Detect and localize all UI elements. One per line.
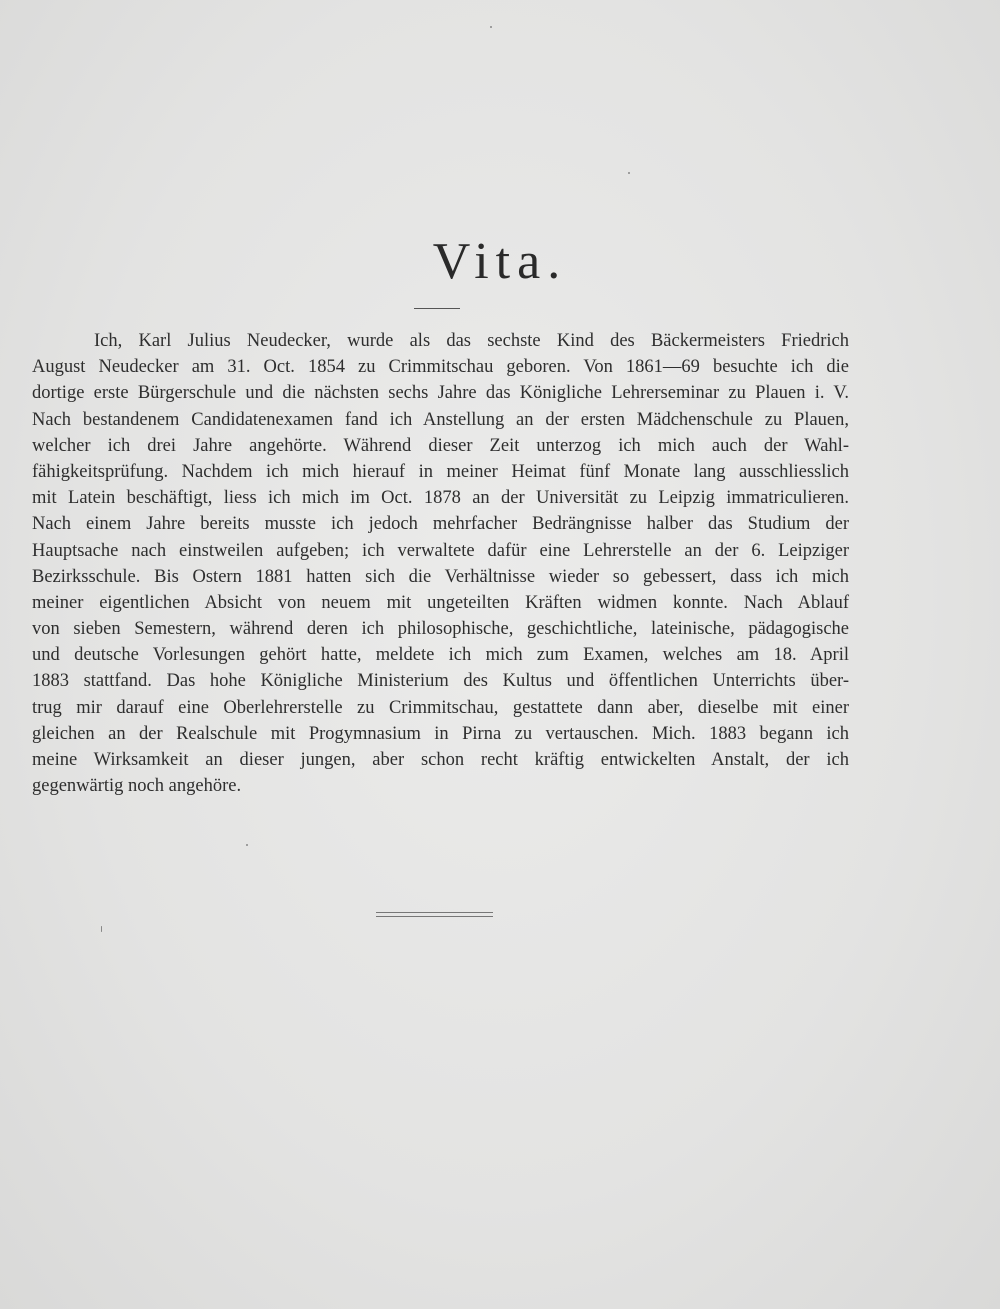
- text-line: gegenwärtig noch angehöre.: [32, 776, 242, 797]
- end-double-rule: [376, 912, 493, 917]
- text-line: 1883 stattfand. Das hohe Königliche Ministerium des Kultus und öffentlichen Unterrichts über-: [32, 671, 849, 692]
- text-line: Ich, Karl Julius Neudecker, wurde als das sechste Kind des Bäckermeisters Friedrich: [94, 331, 849, 351]
- paper-speck: [628, 172, 630, 174]
- vita-paragraph: [32, 328, 849, 799]
- text-line: von sieben Semestern, während deren ich philosophische, geschichtliche, lateinische, pädagogische: [32, 619, 849, 640]
- text-line: dortige erste Bürgerschule und die nächsten sechs Jahre das Königliche Lehrerseminar zu Plauen i. V.: [32, 383, 849, 404]
- text-line: Nach bestandenem Candidatenexamen fand ich Anstellung an der ersten Mädchenschule zu Plauen,: [32, 409, 849, 430]
- text-line: welcher ich drei Jahre angehörte. Während dieser Zeit unterzog ich mich auch der Wahl-: [32, 435, 849, 456]
- paper-speck: [246, 844, 248, 846]
- text-line: Hauptsache nach einstweilen aufgeben; ich verwaltete dafür eine Lehrerstelle an der 6. Leipziger: [32, 540, 849, 561]
- page-title: Vita.: [432, 233, 568, 290]
- text-line: fähigkeitsprüfung. Nachdem ich mich hierauf in meiner Heimat fünf Monate lang ausschliesslich: [32, 461, 849, 482]
- text-line: Nach einem Jahre bereits musste ich jedoch mehrfacher Bedrängnisse halber das Studium der: [32, 514, 849, 535]
- text-line: gleichen an der Realschule mit Progymnasium in Pirna zu vertauschen. Mich. 1883 begann ich: [32, 723, 849, 744]
- text-line: meine Wirksamkeit an dieser jungen, aber schon recht kräftig entwickelten Anstalt, der ich: [32, 750, 849, 770]
- paper-speck: [490, 26, 492, 28]
- title-rule: [414, 308, 460, 309]
- text-line: meiner eigentlichen Absicht von neuem mit ungeteilten Kräften widmen konnte. Nach Ablauf: [32, 592, 849, 613]
- text-line: und deutsche Vorlesungen gehört hatte, meldete ich mich zum Examen, welches am 18. April: [32, 645, 849, 666]
- text-line: trug mir darauf eine Oberlehrerstelle zu Crimmitschau, gestattete dann aber, dieselbe mit einer: [32, 697, 849, 718]
- text-line: August Neudecker am 31. Oct. 1854 zu Crimmitschau geboren. Von 1861—69 besuchte ich die: [32, 357, 849, 378]
- paper-speck: [101, 926, 102, 932]
- text-line: mit Latein beschäftigt, liess ich mich im Oct. 1878 an der Universität zu Leipzig immatriculieren.: [32, 488, 849, 509]
- text-line: Bezirksschule. Bis Ostern 1881 hatten sich die Verhältnisse wieder so gebessert, dass ich mich: [32, 566, 849, 587]
